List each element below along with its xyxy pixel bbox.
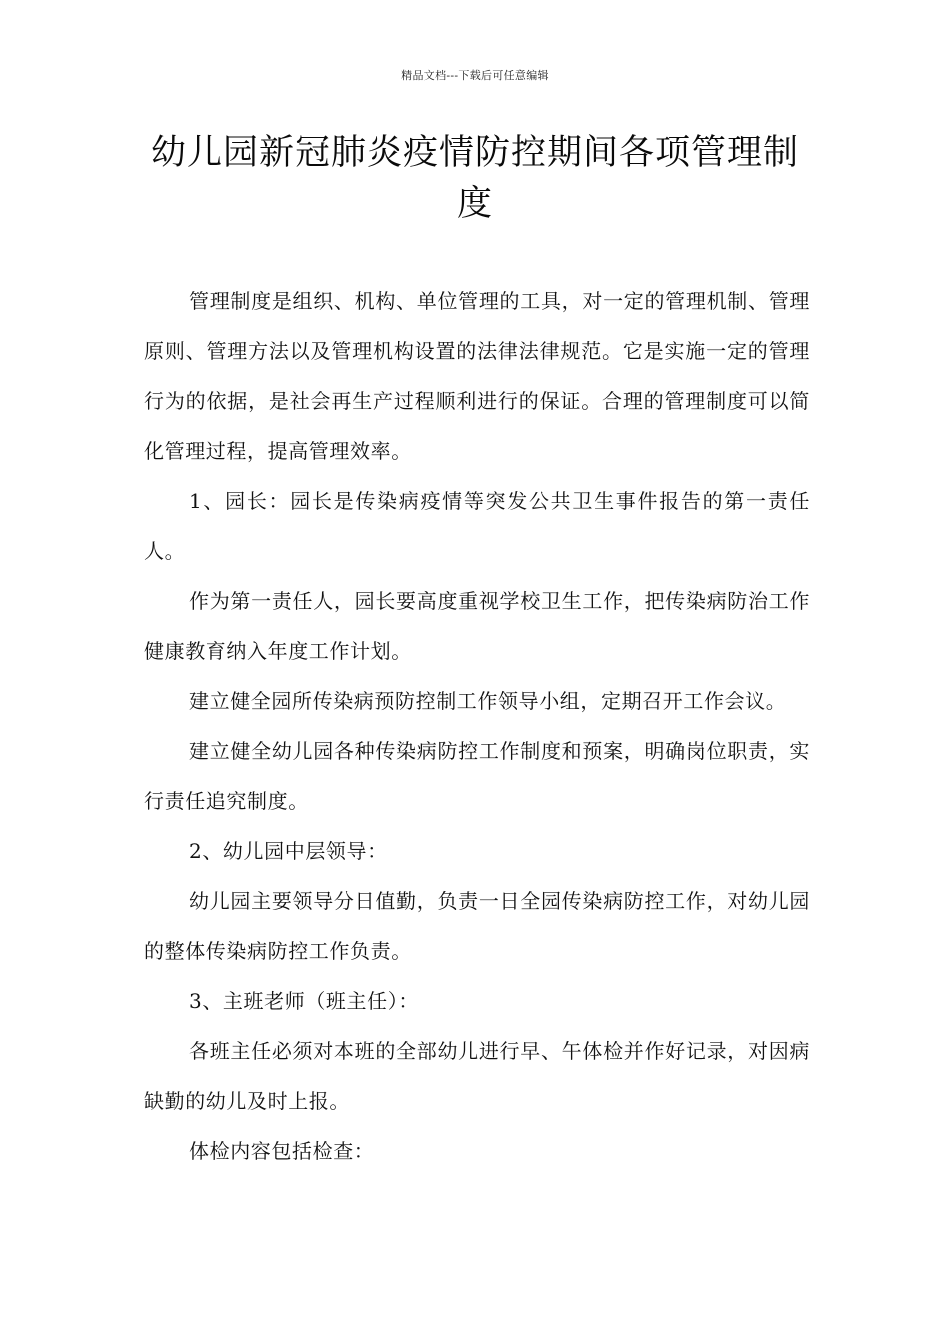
paragraph-director: 1、园长：园长是传染病疫情等突发公共卫生事件报告的第一责任人。 bbox=[144, 489, 810, 563]
document-title: 幼儿园新冠肺炎疫情防控期间各项管理制度 bbox=[150, 133, 799, 224]
paragraph-checkup: 体检内容包括检查： bbox=[189, 1139, 375, 1163]
paragraph-middle-leaders-duty: 幼儿园主要领导分日值勤，负责一日全园传染病防控工作，对幼儿园的整体传染病防控工作负责。 bbox=[144, 889, 810, 963]
paragraph-middle-leaders: 2、幼儿园中层领导： bbox=[189, 839, 388, 863]
paragraph-director-duty-3: 建立健全幼儿园各种传染病防控工作制度和预案，明确岗位职责，实行责任追究制度。 bbox=[144, 739, 810, 813]
header-note: 精品文档---下载后可任意编辑 bbox=[401, 69, 549, 82]
paragraph-director-duty-2: 建立健全园所传染病预防控制工作领导小组，定期召开工作会议。 bbox=[189, 689, 787, 713]
paragraph-head-teacher-duty: 各班主任必须对本班的全部幼儿进行早、午体检并作好记录，对因病缺勤的幼儿及时上报。 bbox=[144, 1039, 810, 1113]
paragraph-director-duty-1: 作为第一责任人，园长要高度重视学校卫生工作，把传染病防治工作健康教育纳入年度工作计划。 bbox=[144, 589, 810, 663]
paragraph-intro: 管理制度是组织、机构、单位管理的工具，对一定的管理机制、管理原则、管理方法以及管理机构设置的法律法律规范。它是实施一定的管理行为的依据，是社会再生产过程顺利进行的保证。合理的管理制度可以简化管理过程，提高管理效率。 bbox=[144, 289, 810, 463]
paragraph-head-teacher: 3、主班老师（班主任）： bbox=[189, 989, 419, 1013]
document-body bbox=[144, 276, 810, 1176]
